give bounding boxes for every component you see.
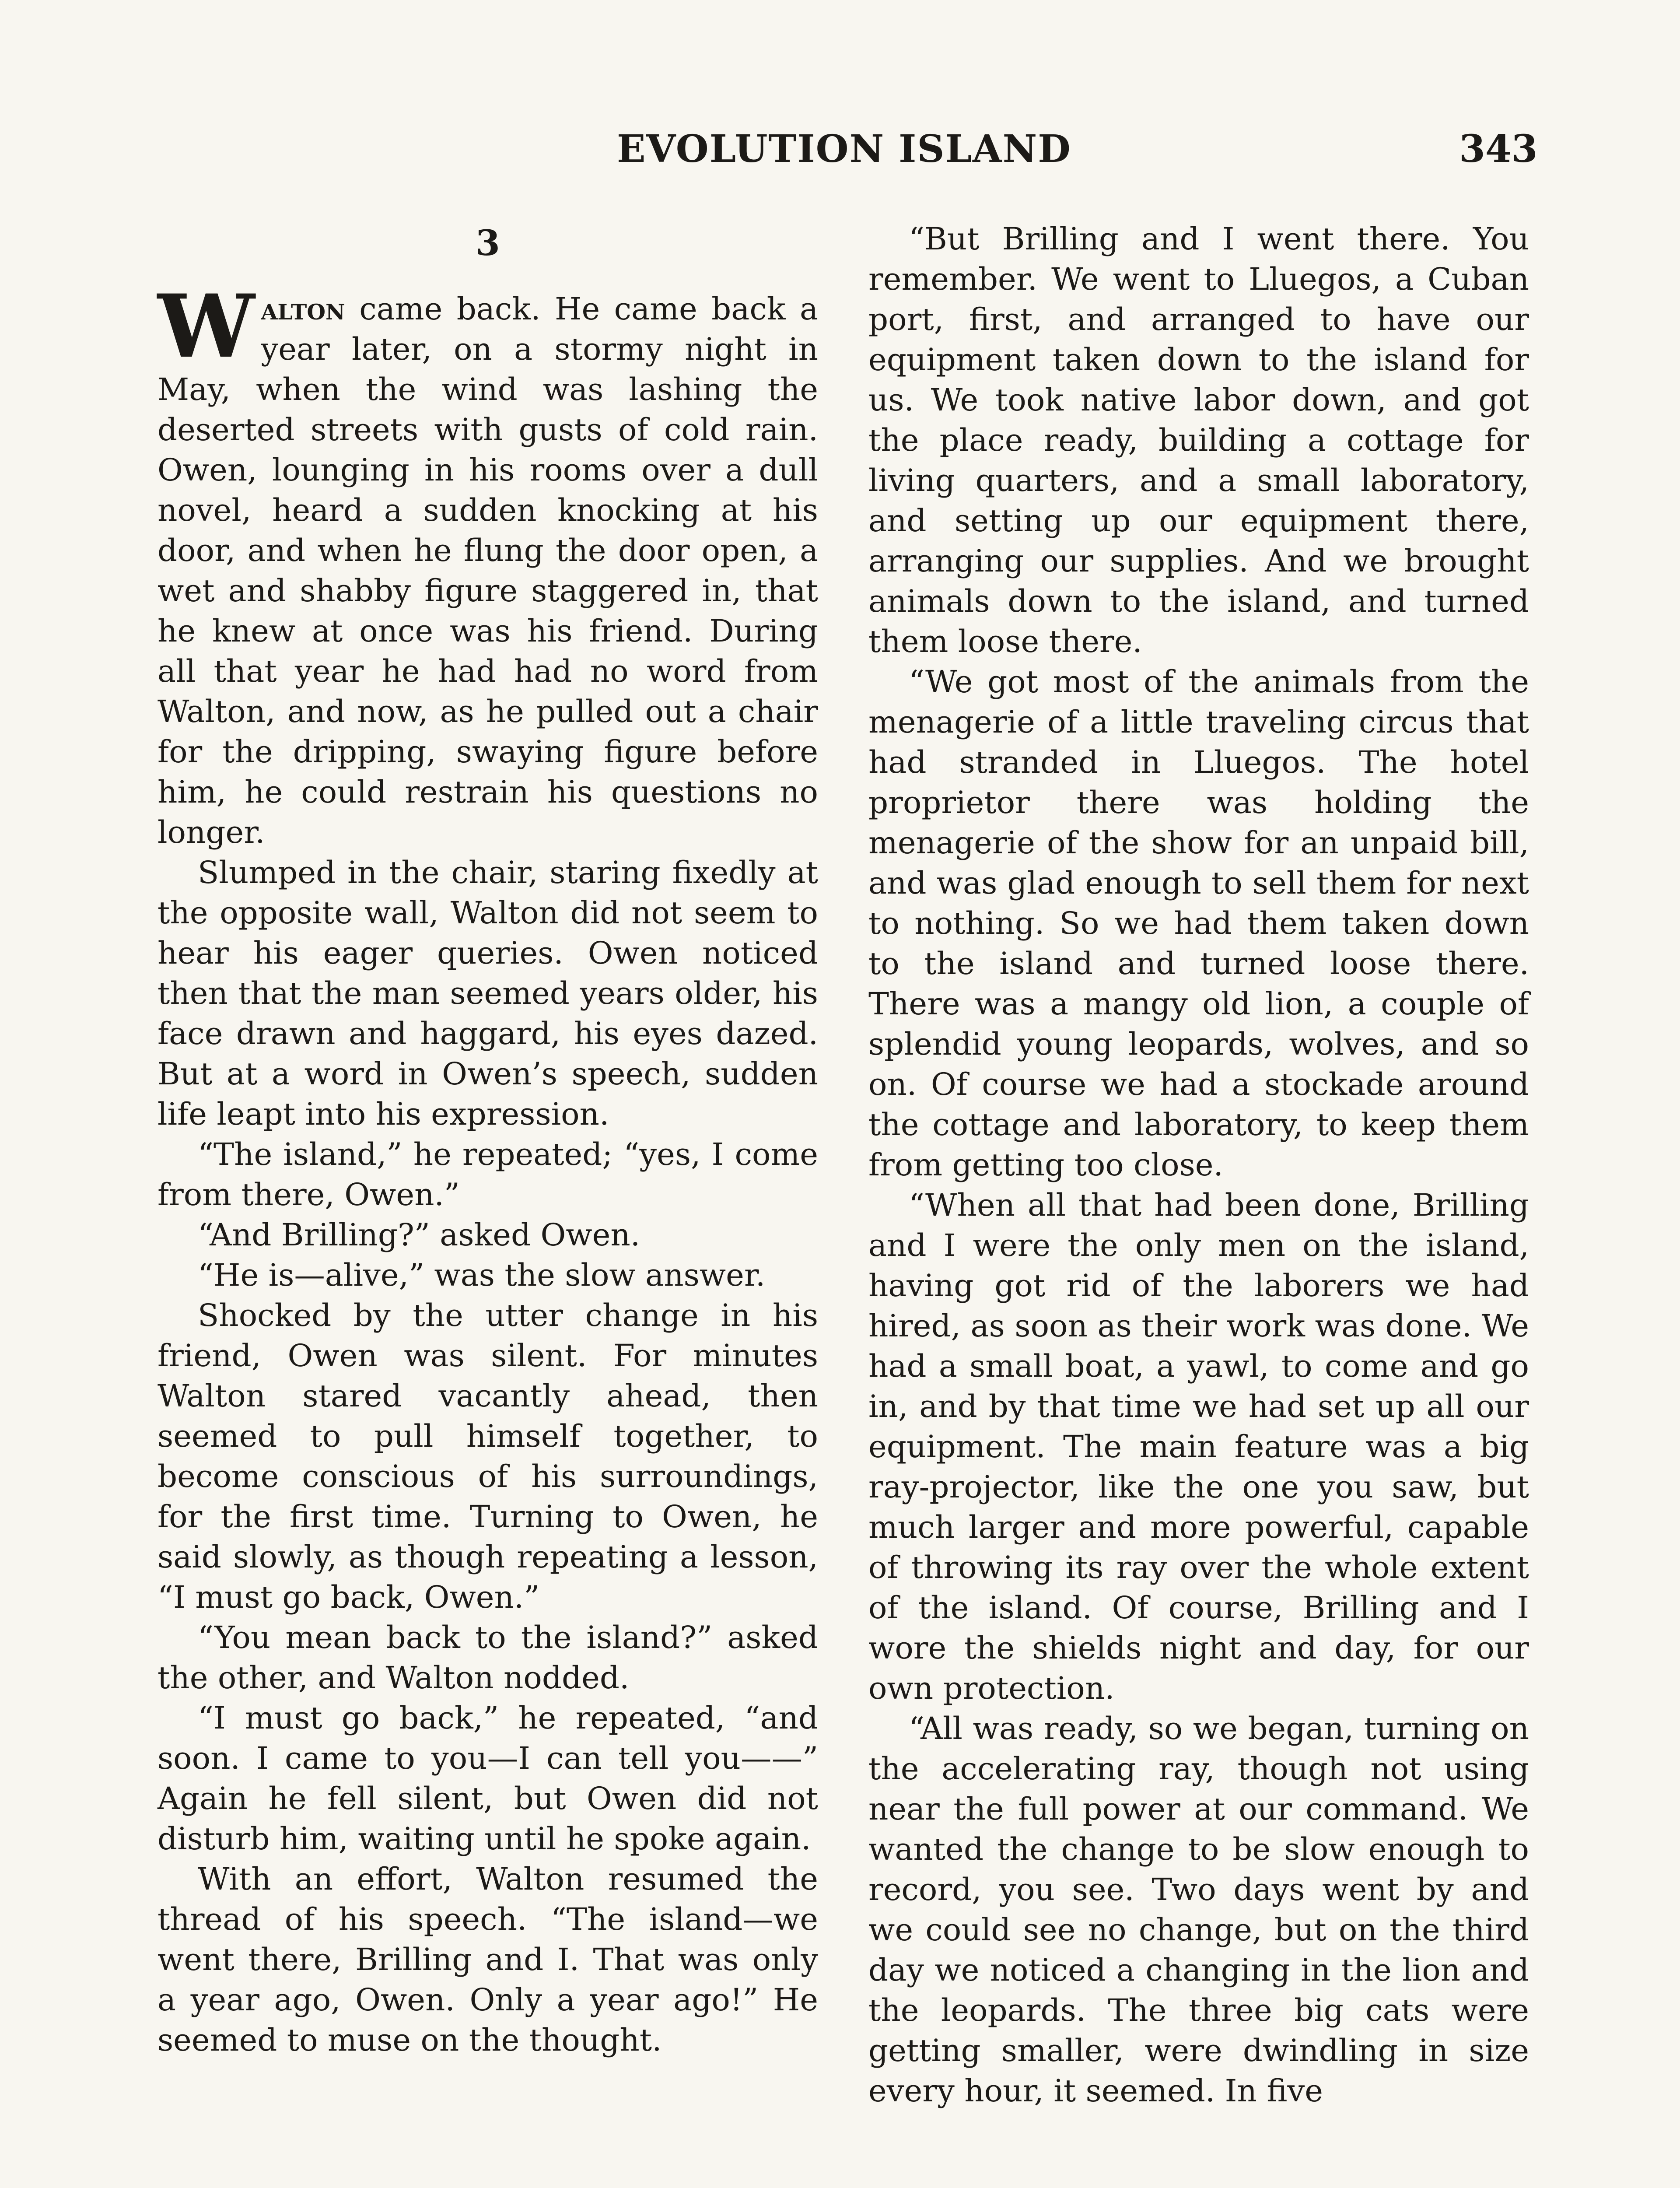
right-column [868, 219, 1529, 2111]
opening-paragraph-text: came back. He came back a year later, on a stormy night in May, when the wind was lashing the deserted streets with gusts of cold rain. Owen, lounging in his rooms over a dull novel, heard a sudden knocking at his door, and when he flung the door open, a wet and shabby figure staggered in, that he knew at once was his friend. During all that year he had had no word from Walton, and now, as he pulled out a chair for the dripping, swaying figure before him, he could restrain his questions no longer. [158, 291, 818, 850]
running-title: EVOLUTION ISLAND [617, 127, 1071, 171]
drop-cap: W [158, 275, 255, 377]
section-number: 3 [476, 222, 500, 263]
left-paragraph: Slumped in the chair, staring fixedly at the opposite wall, Walton did not seem to hear his eager queries. Owen noticed then that the man seemed years older, his face drawn and haggard, his eyes dazed. But at a word in Owen’s speech, sudden life leapt into his expression. [158, 855, 818, 1132]
left-paragraph: “The island,” he repeated; “yes, I come from there, Owen.” [158, 1136, 818, 1213]
left-column [158, 219, 818, 2060]
left-paragraph: With an effort, Walton resumed the thread of his speech. “The island—we went there, Brilling and I. That was only a year ago, Owen. Only a year ago!” He seemed to muse on the thought. [158, 1861, 818, 2058]
left-paragraph: “He is—alive,” was the slow answer. [198, 1257, 766, 1293]
right-paragraph: “When all that had been done, Brilling and I were the only men on the island, having got rid of the laborers we had hired, as soon as their work was done. We had a small boat, a yawl, to come and go in, and by that time we had set up all our equipment. The main feature was a big ray-projector, like the one you saw, but much larger and more powerful, capable of throwing its ray over the whole extent of the island. Of course, Brilling and I wore the shields night and day, for our own protection. [868, 1187, 1529, 1706]
page-number: 343 [1459, 127, 1538, 171]
opening-word-rest: alton [261, 291, 345, 327]
right-paragraph: “But Brilling and I went there. You remember. We went to Lluegos, a Cuban port, first, and arranged to have our equipment taken down to the island for us. We took native labor down, and got the place ready, building a cottage for living quarters, and a small laboratory, and setting up our equipment there, arranging our supplies. And we brought animals down to the island, and turned them loose there. [868, 221, 1529, 659]
right-paragraph: “All was ready, so we began, turning on the accelerating ray, though not using near the full power at our command. We wanted the change to be slow enough to record, you see. Two days went by and we could see no change, but on the third day we noticed a changing in the lion and the leopards. The three big cats were getting smaller, were dwindling in size every hour, it seemed. In five [868, 1711, 1529, 2109]
right-paragraph: “We got most of the animals from the menagerie of a little traveling circus that had stranded in Lluegos. The hotel proprietor there was holding the menagerie of the show for an unpaid bill, and was glad enough to sell them for next to nothing. So we had them taken down to the island and turned loose there. There was a mangy old lion, a couple of splendid young leopards, wolves, and so on. Of course we had a stockade around the cottage and laboratory, to keep them from getting too close. [868, 664, 1529, 1183]
left-paragraph: Shocked by the utter change in his friend, Owen was silent. For minutes Walton stared vacantly ahead, then seemed to pull himself together, to become conscious of his surroundings, for the first time. Turning to Owen, he said slowly, as though repeating a lesson, “I must go back, Owen.” [158, 1297, 818, 1615]
left-paragraph: “And Brilling?” asked Owen. [198, 1217, 640, 1253]
opening-paragraph [158, 275, 818, 852]
left-paragraph: “I must go back,” he repeated, “and soon. I came to you—I can tell you——” Again he fell silent, but Owen did not disturb him, waiting until he spoke again. [158, 1700, 818, 1857]
left-paragraph: “You mean back to the island?” asked the other, and Walton nodded. [158, 1620, 818, 1696]
